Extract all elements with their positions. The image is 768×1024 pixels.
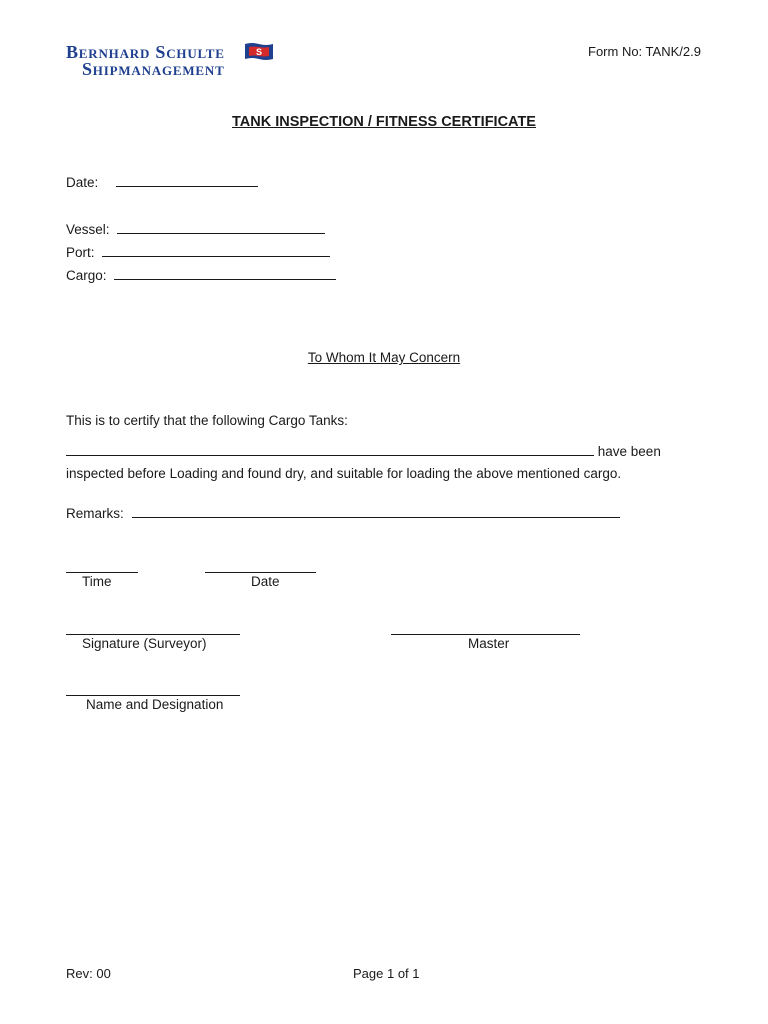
logo-text-line2: Shipmanagement	[82, 59, 225, 79]
surveyor-line[interactable]	[66, 634, 240, 635]
port-label: Port:	[66, 245, 95, 260]
company-logo	[66, 42, 263, 79]
form-number: Form No: TANK/2.9	[588, 44, 701, 59]
page-number: Page 1 of 1	[353, 966, 420, 981]
time-line[interactable]	[66, 572, 138, 573]
remarks-label: Remarks:	[66, 506, 124, 521]
salutation: To Whom It May Concern	[307, 350, 461, 365]
date-sign-line[interactable]	[205, 572, 316, 573]
remarks-blank[interactable]	[132, 505, 620, 518]
name-designation-label: Name and Designation	[86, 697, 224, 712]
port-blank[interactable]	[102, 244, 330, 257]
date-sign-label: Date	[251, 574, 280, 589]
inspected-text: inspected before Loading and found dry, and suitable for loading the above mentioned cargo.	[66, 466, 622, 481]
tanks-field	[66, 443, 661, 459]
date-label: Date:	[66, 175, 99, 190]
cargo-blank[interactable]	[114, 267, 336, 280]
port-field	[66, 244, 330, 260]
revision: Rev: 00	[66, 966, 111, 981]
document-title: TANK INSPECTION / FITNESS CERTIFICATE	[232, 114, 536, 130]
have-been-text: have been	[597, 444, 661, 459]
surveyor-label: Signature (Surveyor)	[82, 636, 207, 651]
cargo-label: Cargo:	[66, 268, 107, 283]
flag-icon	[244, 42, 274, 63]
time-label: Time	[82, 574, 112, 589]
certify-text: This is to certify that the following Cargo Tanks:	[66, 413, 348, 428]
vessel-label: Vessel:	[66, 222, 110, 237]
master-line[interactable]	[391, 634, 580, 635]
remarks-field	[66, 505, 620, 521]
flag-letter: S	[255, 47, 263, 57]
date-field	[66, 174, 258, 190]
master-label: Master	[468, 636, 510, 651]
vessel-blank[interactable]	[117, 221, 325, 234]
cargo-field	[66, 267, 336, 283]
date-blank[interactable]	[116, 174, 258, 187]
name-designation-line[interactable]	[66, 695, 240, 696]
vessel-field	[66, 221, 325, 237]
logo-text-line1: Bernhard Schulte	[66, 42, 225, 62]
tanks-blank[interactable]	[66, 443, 594, 456]
